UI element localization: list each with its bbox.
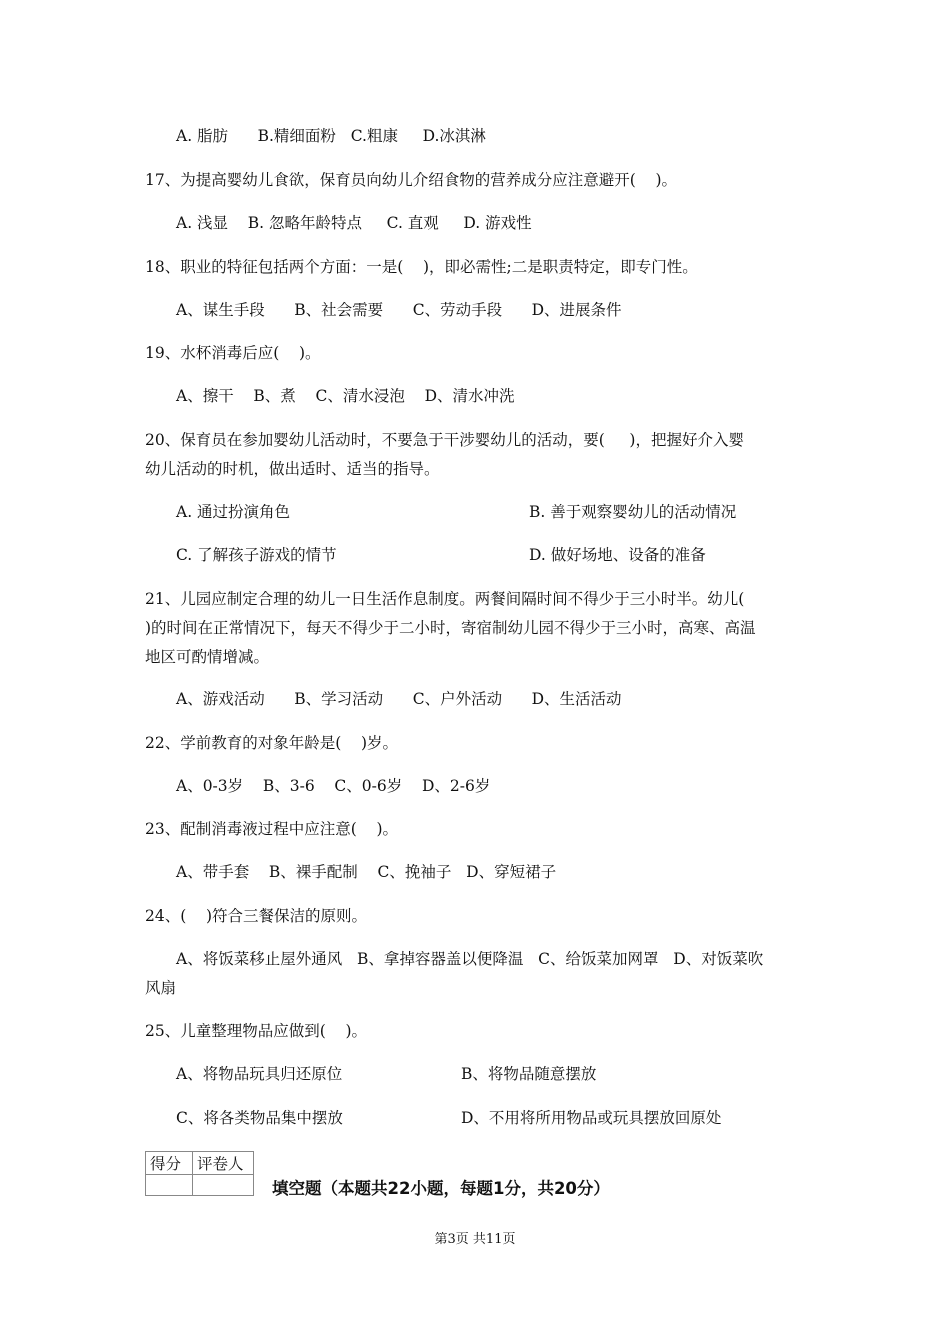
- question-25-option-d: D、不用将所用物品或玩具摆放回原处: [461, 1109, 722, 1127]
- question-19-stem: 19、水杯消毒后应( )。: [145, 344, 321, 362]
- grader-cell: [193, 1175, 254, 1196]
- question-21-stem-line1: 21、儿园应制定合理的幼儿一日生活作息制度。两餐间隔时间不得少于三小时半。幼儿(: [145, 590, 745, 608]
- question-17-options: A. 浅显 B. 忽略年龄特点 C. 直观 D. 游戏性: [176, 214, 532, 232]
- question-22-stem: 22、学前教育的对象年龄是( )岁。: [145, 734, 399, 752]
- question-18-options: A、谋生手段 B、社会需要 C、劳动手段 D、进展条件: [176, 301, 622, 319]
- question-17-stem: 17、为提高婴幼儿食欲，保育员向幼儿介绍食物的营养成分应注意避开( )。: [145, 171, 678, 189]
- grader-header: 评卷人: [193, 1152, 254, 1175]
- page-footer: 第3页 共11页: [434, 1232, 516, 1247]
- question-25-option-c: C、将各类物品集中摆放: [176, 1109, 343, 1127]
- question-24-stem: 24、( )符合三餐保洁的原则。: [145, 907, 368, 925]
- question-23-options: A、带手套 B、裸手配制 C、挽袖子 D、穿短裙子: [176, 863, 557, 881]
- question-25-option-a: A、将物品玩具归还原位: [176, 1065, 343, 1083]
- score-table: [145, 1151, 254, 1196]
- score-cell: [146, 1175, 193, 1196]
- question-20-option-a: A. 通过扮演角色: [176, 503, 291, 521]
- question-24-options-line2: 风扇: [145, 979, 177, 997]
- question-25-option-b: B、将物品随意摆放: [461, 1065, 597, 1083]
- question-20-stem-line2: 幼儿活动的时机，做出适时、适当的指导。: [145, 460, 440, 478]
- question-19-options: A、擦干 B、煮 C、清水浸泡 D、清水冲洗: [176, 387, 515, 405]
- question-24-options-line1: A、将饭菜移止屋外通风 B、拿掉容器盖以便降温 C、给饭菜加网罩 D、对饭菜吹: [176, 950, 764, 968]
- question-20-option-c: C. 了解孩子游戏的情节: [176, 546, 337, 564]
- question-21-stem-line2: )的时间在正常情况下，每天不得少于二小时，寄宿制幼儿园不得少于三小时，高寒、高温: [145, 619, 756, 637]
- question-21-stem-line3: 地区可酌情增减。: [145, 648, 270, 666]
- question-16-options: A. 脂肪 B.精细面粉 C.粗康 D.冰淇淋: [176, 127, 486, 145]
- question-20-option-b: B. 善于观察婴幼儿的活动情况: [529, 503, 737, 521]
- score-header: 得分: [146, 1152, 193, 1175]
- section-title: 填空题（本题共22小题，每题1分，共20分）: [272, 1179, 610, 1198]
- question-21-options: A、游戏活动 B、学习活动 C、户外活动 D、生活活动: [176, 690, 622, 708]
- question-23-stem: 23、配制消毒液过程中应注意( )。: [145, 820, 399, 838]
- question-20-option-d: D. 做好场地、设备的准备: [529, 546, 706, 564]
- question-18-stem: 18、职业的特征包括两个方面：一是( )，即必需性;二是职责特定，即专门性。: [145, 258, 698, 276]
- question-22-options: A、0-3岁 B、3-6 C、0-6岁 D、2-6岁: [176, 777, 491, 795]
- question-25-stem: 25、儿童整理物品应做到( )。: [145, 1022, 368, 1040]
- question-20-stem-line1: 20、保育员在参加婴幼儿活动时，不要急于干涉婴幼儿的活动，要( )，把握好介入婴: [145, 431, 744, 449]
